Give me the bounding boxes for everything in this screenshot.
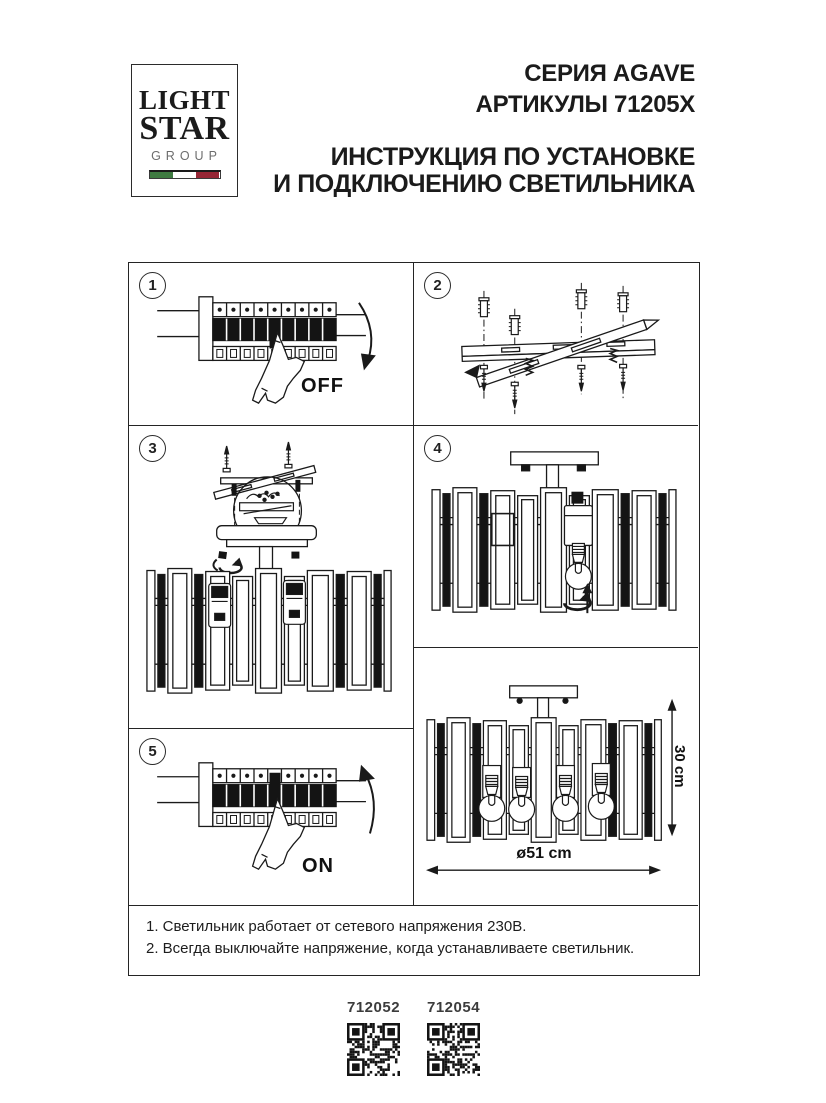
page-title [273,58,695,198]
instruction-title-line2: И ПОДКЛЮЧЕНИЮ СВЕТИЛЬНИКА [273,170,695,198]
step-number-badge: 2 [424,272,451,299]
articles-title: АРТИКУЛЫ 71205X [475,91,695,118]
bracket-mounting-illustration [414,263,698,425]
breaker-on-illustration [129,729,413,905]
logo-word-star: STAR [139,110,230,147]
instruction-title-line1: ИНСТРУКЦИЯ ПО УСТАНОВКЕ [330,143,695,171]
article-number: 712052 [347,999,401,1016]
series-title: СЕРИЯ AGAVE [524,60,695,87]
italy-flag-icon [149,170,221,179]
brand-logo [131,64,238,197]
dimensions-panel [414,648,698,906]
step-number-badge: 1 [139,272,166,299]
logo-word-group: GROUP [151,149,222,163]
article-codes [347,999,480,1076]
off-label: OFF [301,375,344,397]
logo-word-light: LIGHT [138,85,231,115]
breaker-off-illustration [129,263,413,425]
step-number-badge: 5 [139,738,166,765]
step-panel-2 [414,263,698,426]
qr-code-icon [347,1023,400,1076]
diameter-dimension-label: ø51 cm [516,845,572,862]
safety-notes [129,906,698,975]
fixture-dimensions-illustration [414,648,698,905]
height-dimension-label: 30 cm [671,745,688,788]
note-line-2: 2. Всегда выключайте напряжение, когда устанавливаете светильник. [146,940,635,957]
step-number-badge: 3 [139,435,166,462]
on-label: ON [302,855,334,877]
steps-grid [128,262,700,976]
step-panel-4 [414,426,698,648]
article-code-block [427,999,480,1076]
fixture-hanging-illustration [129,426,413,728]
qr-code-icon [427,1023,480,1076]
article-number: 712054 [427,999,481,1016]
note-line-1: 1. Светильник работает от сетевого напряжения 230В. [146,918,527,935]
step-panel-3 [129,426,414,729]
article-code-block [347,999,400,1076]
step-panel-1 [129,263,414,426]
bulb-install-illustration [414,426,698,647]
step-number-badge: 4 [424,435,451,462]
step-panel-5 [129,729,414,906]
